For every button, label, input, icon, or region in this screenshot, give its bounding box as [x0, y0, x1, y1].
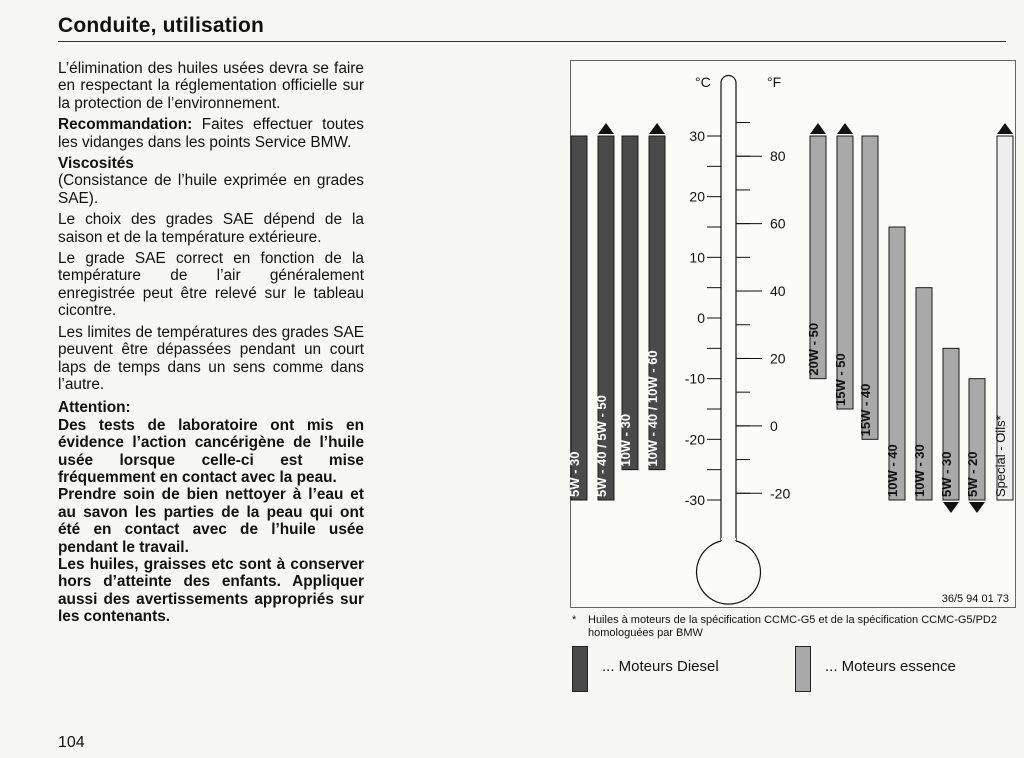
page-number: 104: [58, 734, 85, 751]
recommendation-text: Faites effectuer toutes les vidanges dans les points Service BMW.: [58, 116, 364, 151]
celsius-tick-label--30: -30: [684, 492, 705, 508]
recommendation-label: Recommandation:: [58, 116, 193, 134]
bar-label-0: 5W - 30: [567, 451, 582, 497]
celsius-tick-label--20: -20: [684, 431, 705, 448]
recommendation-paragraph: [58, 116, 364, 151]
page-header-title: Conduite, utilisation: [58, 14, 265, 37]
celsius-tick-label-0: 0: [697, 310, 705, 326]
fahrenheit-tick-label-0: 0: [770, 417, 778, 434]
viscosity-chart: [567, 60, 1016, 608]
thermometer-tube: [721, 76, 736, 552]
bar-arrow-up-4: [810, 123, 826, 134]
warning-children: Les huiles, graisses etc sont à conserver hors d’atteinte des enfants. Appliquer aussi des avertissements appropriés sur les contenants.: [58, 555, 364, 626]
bar-label-7: 10W - 40: [885, 444, 900, 497]
bar-arrow-down-10: [969, 502, 985, 513]
footnote-marker: *: [572, 614, 577, 626]
legend-essence-swatch: [795, 646, 811, 692]
bar-label-9: 5W - 30: [939, 451, 954, 497]
bar-arrow-up-5: [837, 123, 853, 134]
fahrenheit-tick-label-60: 60: [770, 215, 786, 232]
bar-arrow-up-1: [598, 123, 614, 134]
viscosities-heading: Viscosités: [58, 155, 134, 173]
limits-paragraph: Les limites de températures des grades SAE peuvent être dépassées pendant un court laps de temps dans un sens comme dans l’autre.: [58, 323, 364, 393]
bar-label-8: 10W - 30: [912, 444, 927, 497]
fahrenheit-tick-label-80: 80: [770, 148, 786, 165]
disposal-paragraph: L’élimination des huiles usées devra se faire en respectant la réglementation officielle sur la protection de l’environnement.: [58, 60, 364, 112]
warning-wash-skin: Prendre soin de bien nettoyer à l’eau et au savon les parties de la peau qui ont été en contact avec de l’huile usée pendant le travail.: [58, 486, 364, 556]
bar-label-6: 15W - 40: [858, 383, 873, 437]
viscosity-chart-svg: [567, 61, 1015, 607]
legend-diesel-label: ... Moteurs Diesel: [602, 658, 719, 675]
legend-essence-label: ... Moteurs essence: [825, 658, 956, 675]
bar-label-1: 5W - 40 / 5W - 50: [594, 395, 609, 497]
fahrenheit-unit-label: °F: [767, 74, 782, 90]
legend-diesel-swatch: [572, 646, 588, 692]
grade-paragraph: Le grade SAE correct en fonction de la température de l’air généralement enregistrée peut être relevé sur le tableau cicontre.: [58, 250, 364, 320]
bar-arrow-up-11: [997, 123, 1013, 134]
celsius-tick-label--10: -10: [684, 370, 705, 387]
bar-arrow-down-9: [943, 502, 959, 513]
thermometer-bulb: [697, 541, 761, 604]
celsius-tick-label-30: 30: [689, 128, 705, 144]
warning-block: [58, 399, 364, 625]
body-text-column: [58, 60, 364, 626]
bar-label-3: 10W - 40 / 10W - 60: [645, 350, 660, 467]
fahrenheit-tick-label--20: -20: [770, 485, 791, 502]
celsius-tick-label-20: 20: [689, 188, 705, 205]
figure-reference: 36/5 94 01 73: [941, 593, 1009, 605]
bar-label-2: 10W - 30: [618, 413, 633, 467]
bar-label-11: Special - Oils*: [993, 415, 1008, 497]
fahrenheit-tick-label-40: 40: [770, 283, 786, 300]
attention-label: Attention:: [58, 399, 131, 417]
bar-label-5: 15W - 50: [833, 353, 848, 406]
celsius-tick-label-10: 10: [689, 249, 705, 266]
bar-label-4: 20W - 50: [806, 322, 821, 376]
consistency-paragraph: (Consistance de l’huile exprimée en grades SAE).: [58, 172, 364, 207]
warning-carcinogenic: Des tests de laboratoire ont mis en évidence l’action cancérigène de l’huile usée lorsque celle-ci est mise fréquemment en contact avec la peau.: [58, 416, 364, 486]
footnote: [572, 614, 1014, 640]
choice-paragraph: Le choix des grades SAE dépend de la saison et de la température extérieure.: [58, 211, 364, 246]
fahrenheit-tick-label-20: 20: [770, 350, 786, 367]
bar-arrow-up-3: [649, 123, 665, 134]
bar-label-10: 5W - 20: [965, 451, 980, 497]
footnote-text: Huiles à moteurs de la spécification CCMC-G5 et de la spécification CCMC-G5/PD2 homologuées par BMW: [588, 614, 997, 639]
header-rule: [58, 41, 1006, 42]
celsius-unit-label: °C: [695, 74, 711, 90]
bar-0: [571, 136, 587, 500]
